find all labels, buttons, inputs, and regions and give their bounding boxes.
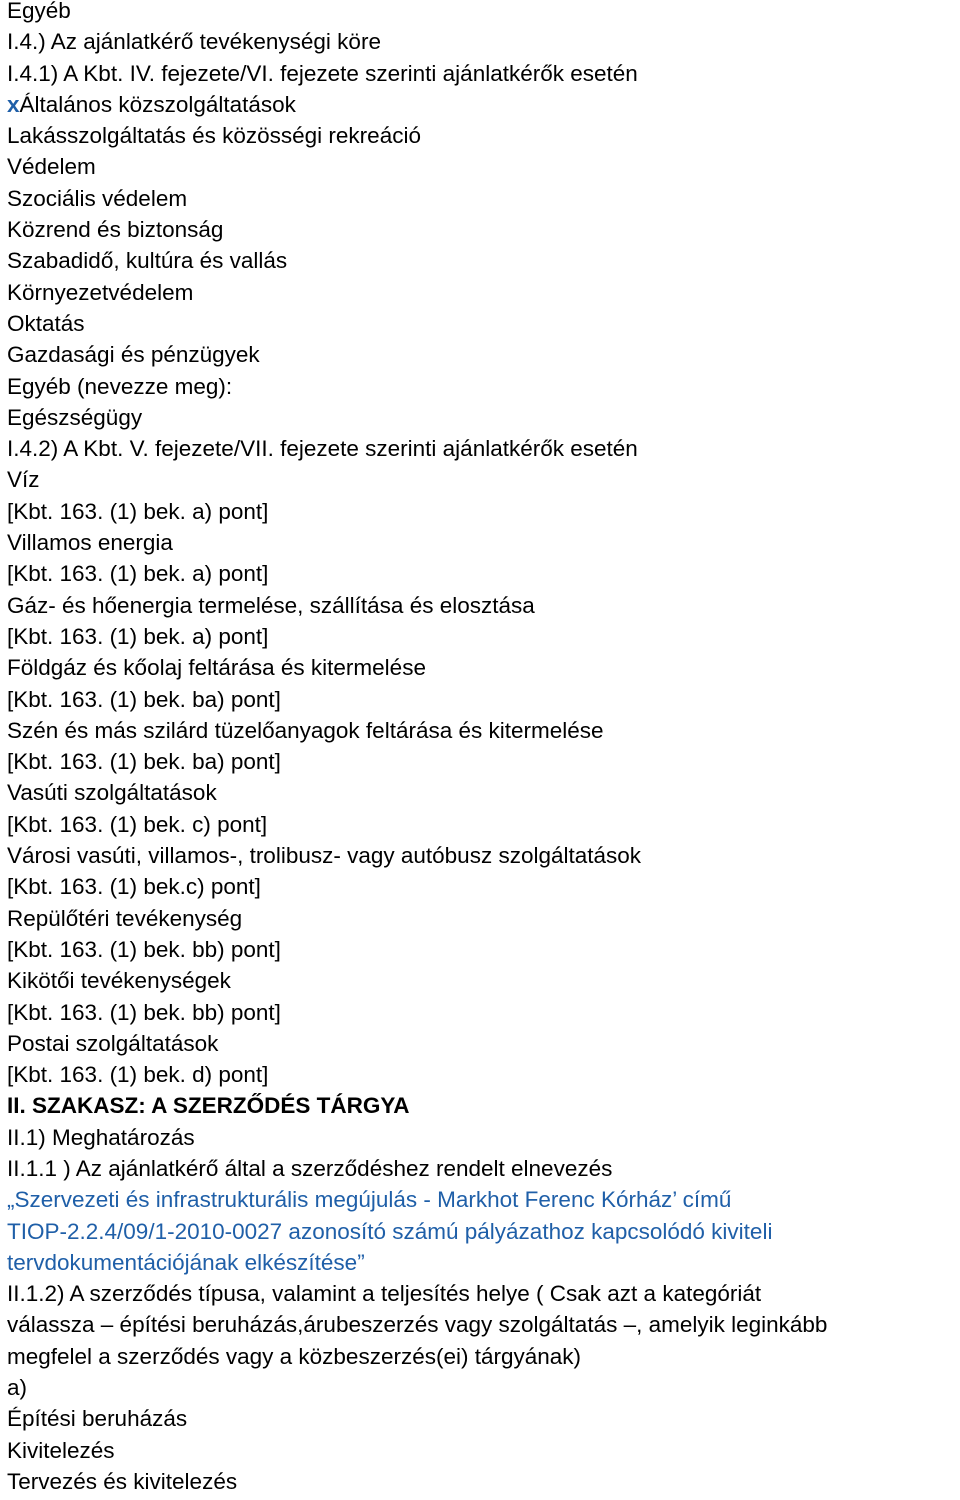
legal-reference: [Kbt. 163. (1) bek. bb) pont] <box>7 999 281 1025</box>
subsection-heading: II.1.1 ) Az ajánlatkérő által a szerződéshez rendelt elnevezés <box>7 1155 613 1181</box>
option-item: Védelem <box>7 154 96 180</box>
checked-mark-icon: x <box>7 91 20 117</box>
option-item: Oktatás <box>7 310 85 336</box>
option-item: Víz <box>7 467 40 493</box>
option-item: Szociális védelem <box>7 185 188 211</box>
option-item: Kivitelezés <box>7 1437 115 1463</box>
legal-reference: [Kbt. 163. (1) bek. a) pont] <box>7 561 269 587</box>
legal-reference: [Kbt. 163. (1) bek. a) pont] <box>7 498 269 524</box>
legal-reference: [Kbt. 163. (1) bek.c) pont] <box>7 874 261 900</box>
option-item: Villamos energia <box>7 530 173 556</box>
checked-option <box>7 89 957 120</box>
text-line: Egyéb <box>7 0 71 23</box>
option-item: Vasúti szolgáltatások <box>7 780 217 806</box>
legal-reference: [Kbt. 163. (1) bek. ba) pont] <box>7 749 281 775</box>
part-heading: II. SZAKASZ: A SZERZŐDÉS TÁRGYA <box>7 1093 410 1119</box>
option-item: Szén és más szilárd tüzelőanyagok feltárása és kitermelése <box>7 717 604 743</box>
section-heading: II.1) Meghatározás <box>7 1124 195 1150</box>
subsection-heading: II.1.2) A szerződés típusa, valamint a teljesítés helye ( Csak azt a kategóriát <box>7 1281 762 1307</box>
option-item: Egyéb (nevezze meg): <box>7 373 233 399</box>
option-item: Gáz- és hőenergia termelése, szállítása és elosztása <box>7 592 535 618</box>
legal-reference: [Kbt. 163. (1) bek. a) pont] <box>7 623 269 649</box>
subsection-heading: I.4.1) A Kbt. IV. fejezete/VI. fejezete szerinti ajánlatkérők esetén <box>7 60 638 86</box>
option-item: Tervezés és kivitelezés <box>7 1468 238 1494</box>
option-item: Városi vasúti, villamos-, trolibusz- vagy autóbusz szolgáltatások <box>7 843 642 869</box>
option-item: Postai szolgáltatások <box>7 1030 219 1056</box>
legal-reference: [Kbt. 163. (1) bek. ba) pont] <box>7 686 281 712</box>
option-item: Kikötői tevékenységek <box>7 968 231 994</box>
section-heading: I.4.) Az ajánlatkérő tevékenységi köre <box>7 29 381 55</box>
text-line: a) <box>7 1375 28 1401</box>
option-item: Környezetvédelem <box>7 279 194 305</box>
contract-title: „Szervezeti és infrastrukturális megújulás - Markhot Ferenc Kórház’ című <box>7 1187 732 1213</box>
document-body <box>7 0 957 1497</box>
option-item: Lakásszolgáltatás és közösségi rekreáció <box>7 123 421 149</box>
text-line: megfelel a szerződés vagy a közbeszerzés(ei) tárgyának) <box>7 1343 582 1369</box>
option-item: Egészségügy <box>7 404 143 430</box>
subsection-heading: I.4.2) A Kbt. V. fejezete/VII. fejezete szerinti ajánlatkérők esetén <box>7 436 638 462</box>
option-item: Építési beruházás <box>7 1406 188 1432</box>
option-item: Közrend és biztonság <box>7 217 224 243</box>
contract-title: tervdokumentációjának elkészítése” <box>7 1249 365 1275</box>
option-item: Gazdasági és pénzügyek <box>7 342 260 368</box>
option-label: Általános közszolgáltatások <box>19 91 296 117</box>
legal-reference: [Kbt. 163. (1) bek. bb) pont] <box>7 936 281 962</box>
legal-reference: [Kbt. 163. (1) bek. c) pont] <box>7 811 268 837</box>
option-item: Szabadidő, kultúra és vallás <box>7 248 288 274</box>
option-item: Repülőtéri tevékenység <box>7 905 243 931</box>
option-item: Földgáz és kőolaj feltárása és kitermelése <box>7 655 426 681</box>
text-line: válassza – építési beruházás,árubeszerzés vagy szolgáltatás –, amelyik leginkább <box>7 1312 828 1338</box>
contract-title: TIOP-2.2.4/09/1-2010-0027 azonosító számú pályázathoz kapcsolódó kiviteli <box>7 1218 773 1244</box>
legal-reference: [Kbt. 163. (1) bek. d) pont] <box>7 1062 269 1088</box>
